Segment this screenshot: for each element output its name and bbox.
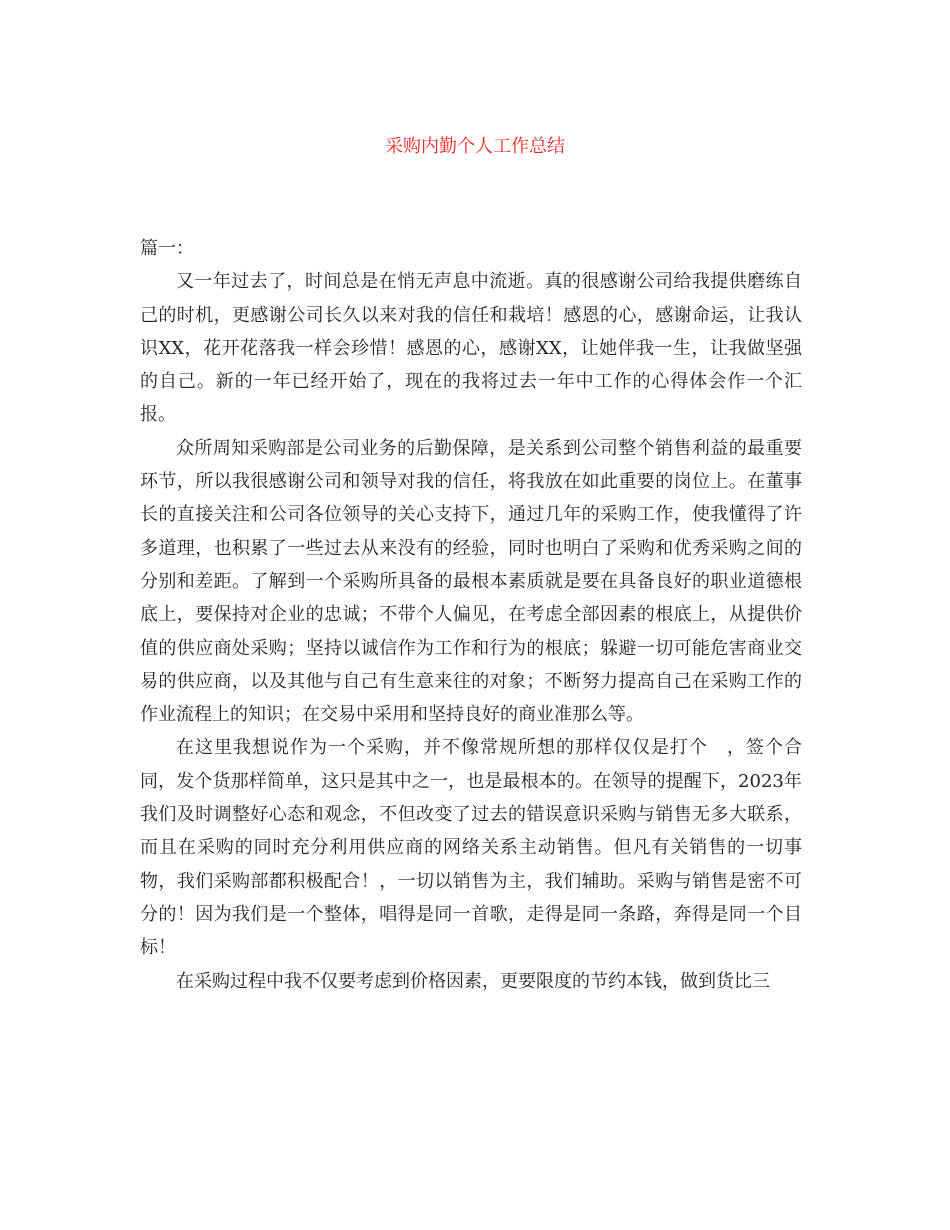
section-label: 篇一： [140, 238, 194, 259]
document-title: 采购内勤个人工作总结 [385, 136, 565, 157]
paragraph-3: 在这里我想说作为一个采购，并不像常规所想的那样仅仅是打个 ，签个合同，发个货那样简单，这只是其中之一，也是最根本的。在领导的提醒下，2023年我们及时调整好心态和观念，不但改变了过去的错误意识采购与销售无多大联系，而且在采购的同时充分利用供应商的网络关系主动销售。但凡有关销售的一切事物，我们采购部都积极配合！，一切以销售为主，我们辅助。采购与销售是密不可分的！因为我们是一个整体，唱得是同一首歌，走得是同一条路，奔得是同一个目标！ [140, 737, 802, 959]
paragraph-1: 又一年过去了，时间总是在悄无声息中流逝。真的很感谢公司给我提供磨练自己的时机，更感谢公司长久以来对我的信任和栽培！感恩的心，感谢命运，让我认识XX，花开花落我一样会珍惜！感恩的心，感谢XX，让她伴我一生，让我做坚强的自己。新的一年已经开始了，现在的我将过去一年中工作的心得体会作一个汇报。 [140, 271, 802, 426]
paragraph-4: 在采购过程中我不仅要考虑到价格因素，更要限度的节约本钱，做到货比三 [176, 970, 770, 992]
paragraph-2: 众所周知采购部是公司业务的后勤保障，是关系到公司整个销售利益的最重要环节，所以我很感谢公司和领导对我的信任，将我放在如此重要的岗位上。在董事长的直接关注和公司各位领导的关心支持下，通过几年的采购工作，使我懂得了许多道理，也积累了一些过去从来没有的经验，同时也明白了采购和优秀采购之间的分别和差距。了解到一个采购所具备的最根本素质就是要在具备良好的职业道德根底上，要保持对企业的忠诚；不带个人偏见，在考虑全部因素的根底上，从提供价值的供应商处采购；坚持以诚信作为工作和行为的根底；躲避一切可能危害商业交易的供应商，以及其他与自己有生意来往的对象；不断努力提高自己在采购工作的作业流程上的知识；在交易中采用和坚持良好的商业准那么等。 [140, 437, 802, 726]
document-body [140, 232, 802, 998]
